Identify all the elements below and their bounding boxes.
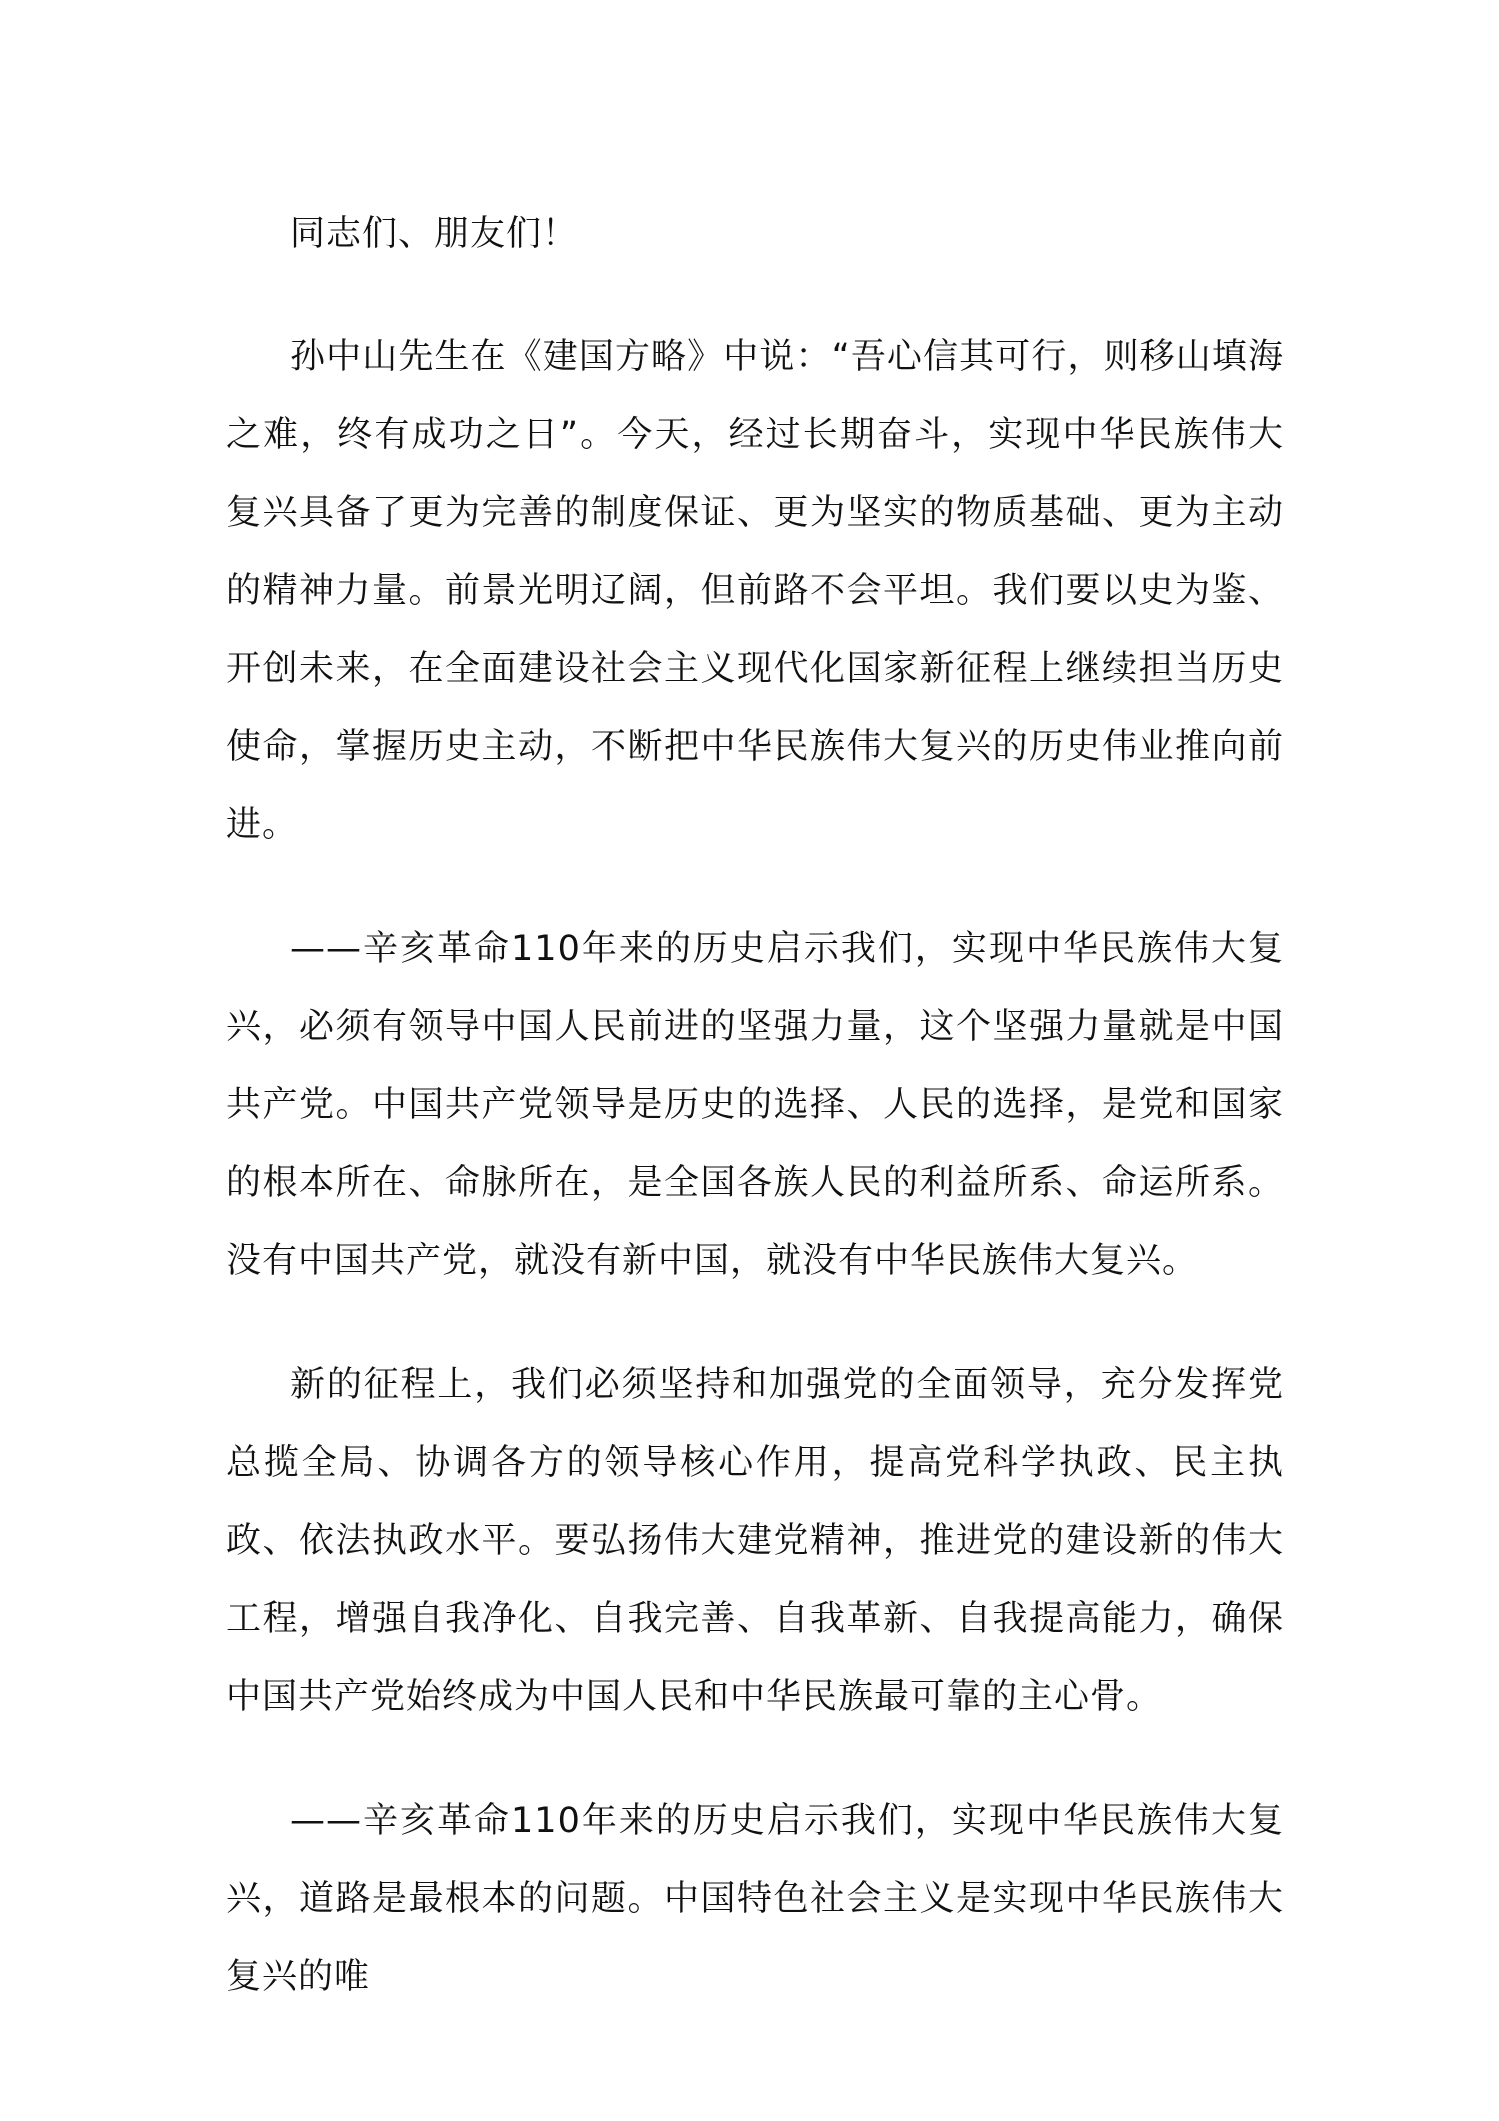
- paragraph-sun-yat-sen-quote: 孙中山先生在《建国方略》中说：“吾心信其可行，则移山填海之难，终有成功之日”。今天，经过长期奋斗，实现中华民族伟大复兴具备了更为完善的制度保证、更为坚实的物质基础、更为主动的精神力量。前景光明辽阔，但前路不会平坦。我们要以史为鉴、开创未来，在全面建设社会主义现代化国家新征程上继续担当历史使命，掌握历史主动，不断把中华民族伟大复兴的历史伟业推向前进。: [226, 337, 1284, 845]
- paragraph-new-journey: 新的征程上，我们必须坚持和加强党的全面领导，充分发挥党总揽全局、协调各方的领导核心作用，提高党科学执政、民主执政、依法执政水平。要弘扬伟大建党精神，推进党的建设新的伟大工程，增强自我净化、自我完善、自我革新、自我提高能力，确保中国共产党始终成为中国人民和中华民族最可靠的主心骨。: [226, 1365, 1284, 1717]
- paragraph-party-leadership: ——辛亥革命110年来的历史启示我们，实现中华民族伟大复兴，必须有领导中国人民前进的坚强力量，这个坚强力量就是中国共产党。中国共产党领导是历史的选择、人民的选择，是党和国家的根本所在、命脉所在，是全国各族人民的利益所系、命运所系。没有中国共产党，就没有新中国，就没有中华民族伟大复兴。: [226, 929, 1284, 1281]
- paragraph-road-question: ——辛亥革命110年来的历史启示我们，实现中华民族伟大复兴，道路是最根本的问题。中国特色社会主义是实现中华民族伟大复兴的唯: [226, 1801, 1284, 1997]
- document-body: [226, 195, 1284, 2062]
- greeting-line: 同志们、朋友们！: [290, 214, 579, 254]
